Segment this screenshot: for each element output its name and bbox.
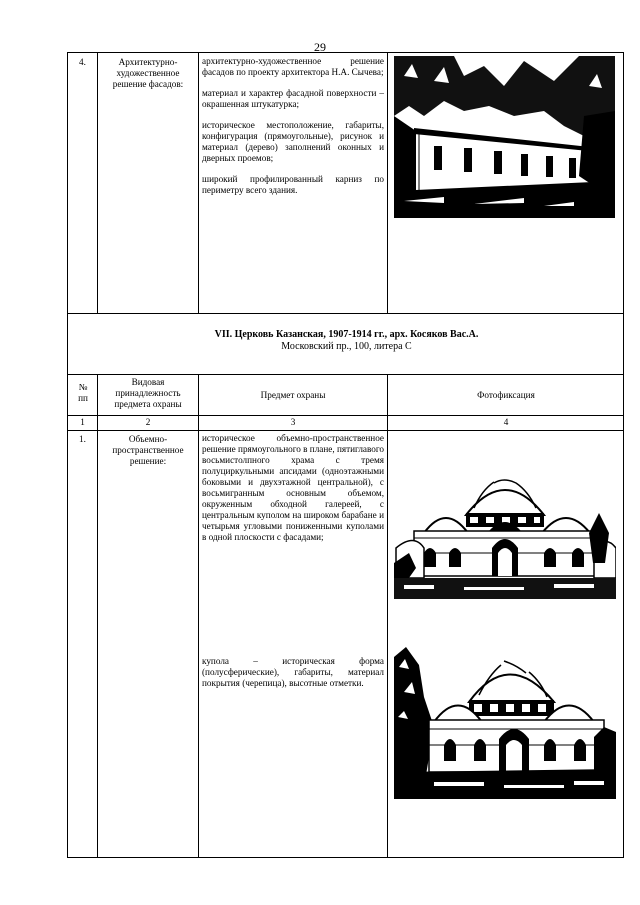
- facade-para-3: историческое местоположение, габариты, конфигурация (прямоугольные), рисунок и материал (дерево) заполнений оконных и дверных проемов;: [202, 120, 384, 164]
- facade-para-1: архитектурно-художественное решение фасадов по проекту архитектора Н.А. Сычева;: [202, 56, 384, 78]
- page-number: 29: [314, 40, 326, 54]
- protection-type: Объемно-пространственное решение:: [112, 434, 184, 467]
- church-photo-1: [394, 453, 616, 599]
- protection-subject: [202, 433, 384, 553]
- header-type: Видовая принадлежность предмета охраны: [114, 377, 182, 410]
- col-num-2: 2: [145, 417, 151, 427]
- section-title: VII. Церковь Казанская, 1907-1914 гг., арх. Косяков Вас.А.: [214, 329, 479, 340]
- col-num-4: 4: [503, 417, 509, 427]
- facade-para-2: материал и характер фасадной поверхности – окрашенная штукатурка;: [202, 88, 384, 110]
- church-photo-2: [394, 647, 616, 799]
- col-num-3: 3: [290, 417, 296, 427]
- header-subject: Предмет охраны: [260, 390, 326, 400]
- section-row: [67, 313, 624, 375]
- table-main: [67, 374, 624, 858]
- domes-subject: [202, 656, 384, 699]
- section-address: Московский пр., 100, литера С: [281, 341, 412, 352]
- volume-para: историческое объемно-пространственное решение прямоугольного в плане, пятиглавого восьмистолпного храма с тремя полуциркульными апсидами (одноэтажными боковыми и двухэтажной центральной), с восьмигранным основным объемом, окруженным обходной галереей, с центральным куполом на широком барабане и четырьмя угловыми пониженными куполами в одной плоскости с фасадами;: [202, 433, 384, 543]
- row-number: 4.: [79, 57, 86, 67]
- domes-para: купола – историческая форма (полусферические), габариты, материал покрытия (черепица), высотные отметки.: [202, 656, 384, 689]
- row-number: 1.: [79, 434, 86, 444]
- header-number: № пп: [78, 382, 88, 404]
- protection-subject: [202, 56, 384, 206]
- facade-para-4: широкий профилированный карниз по периметру всего здания.: [202, 174, 384, 196]
- col-num-1: 1: [80, 417, 85, 427]
- header-photo: Фотофиксация: [477, 390, 535, 400]
- table-continuation: [67, 52, 624, 314]
- facade-photo: [394, 56, 615, 218]
- protection-type: Архитектурно-художественное решение фасадов:: [112, 57, 184, 90]
